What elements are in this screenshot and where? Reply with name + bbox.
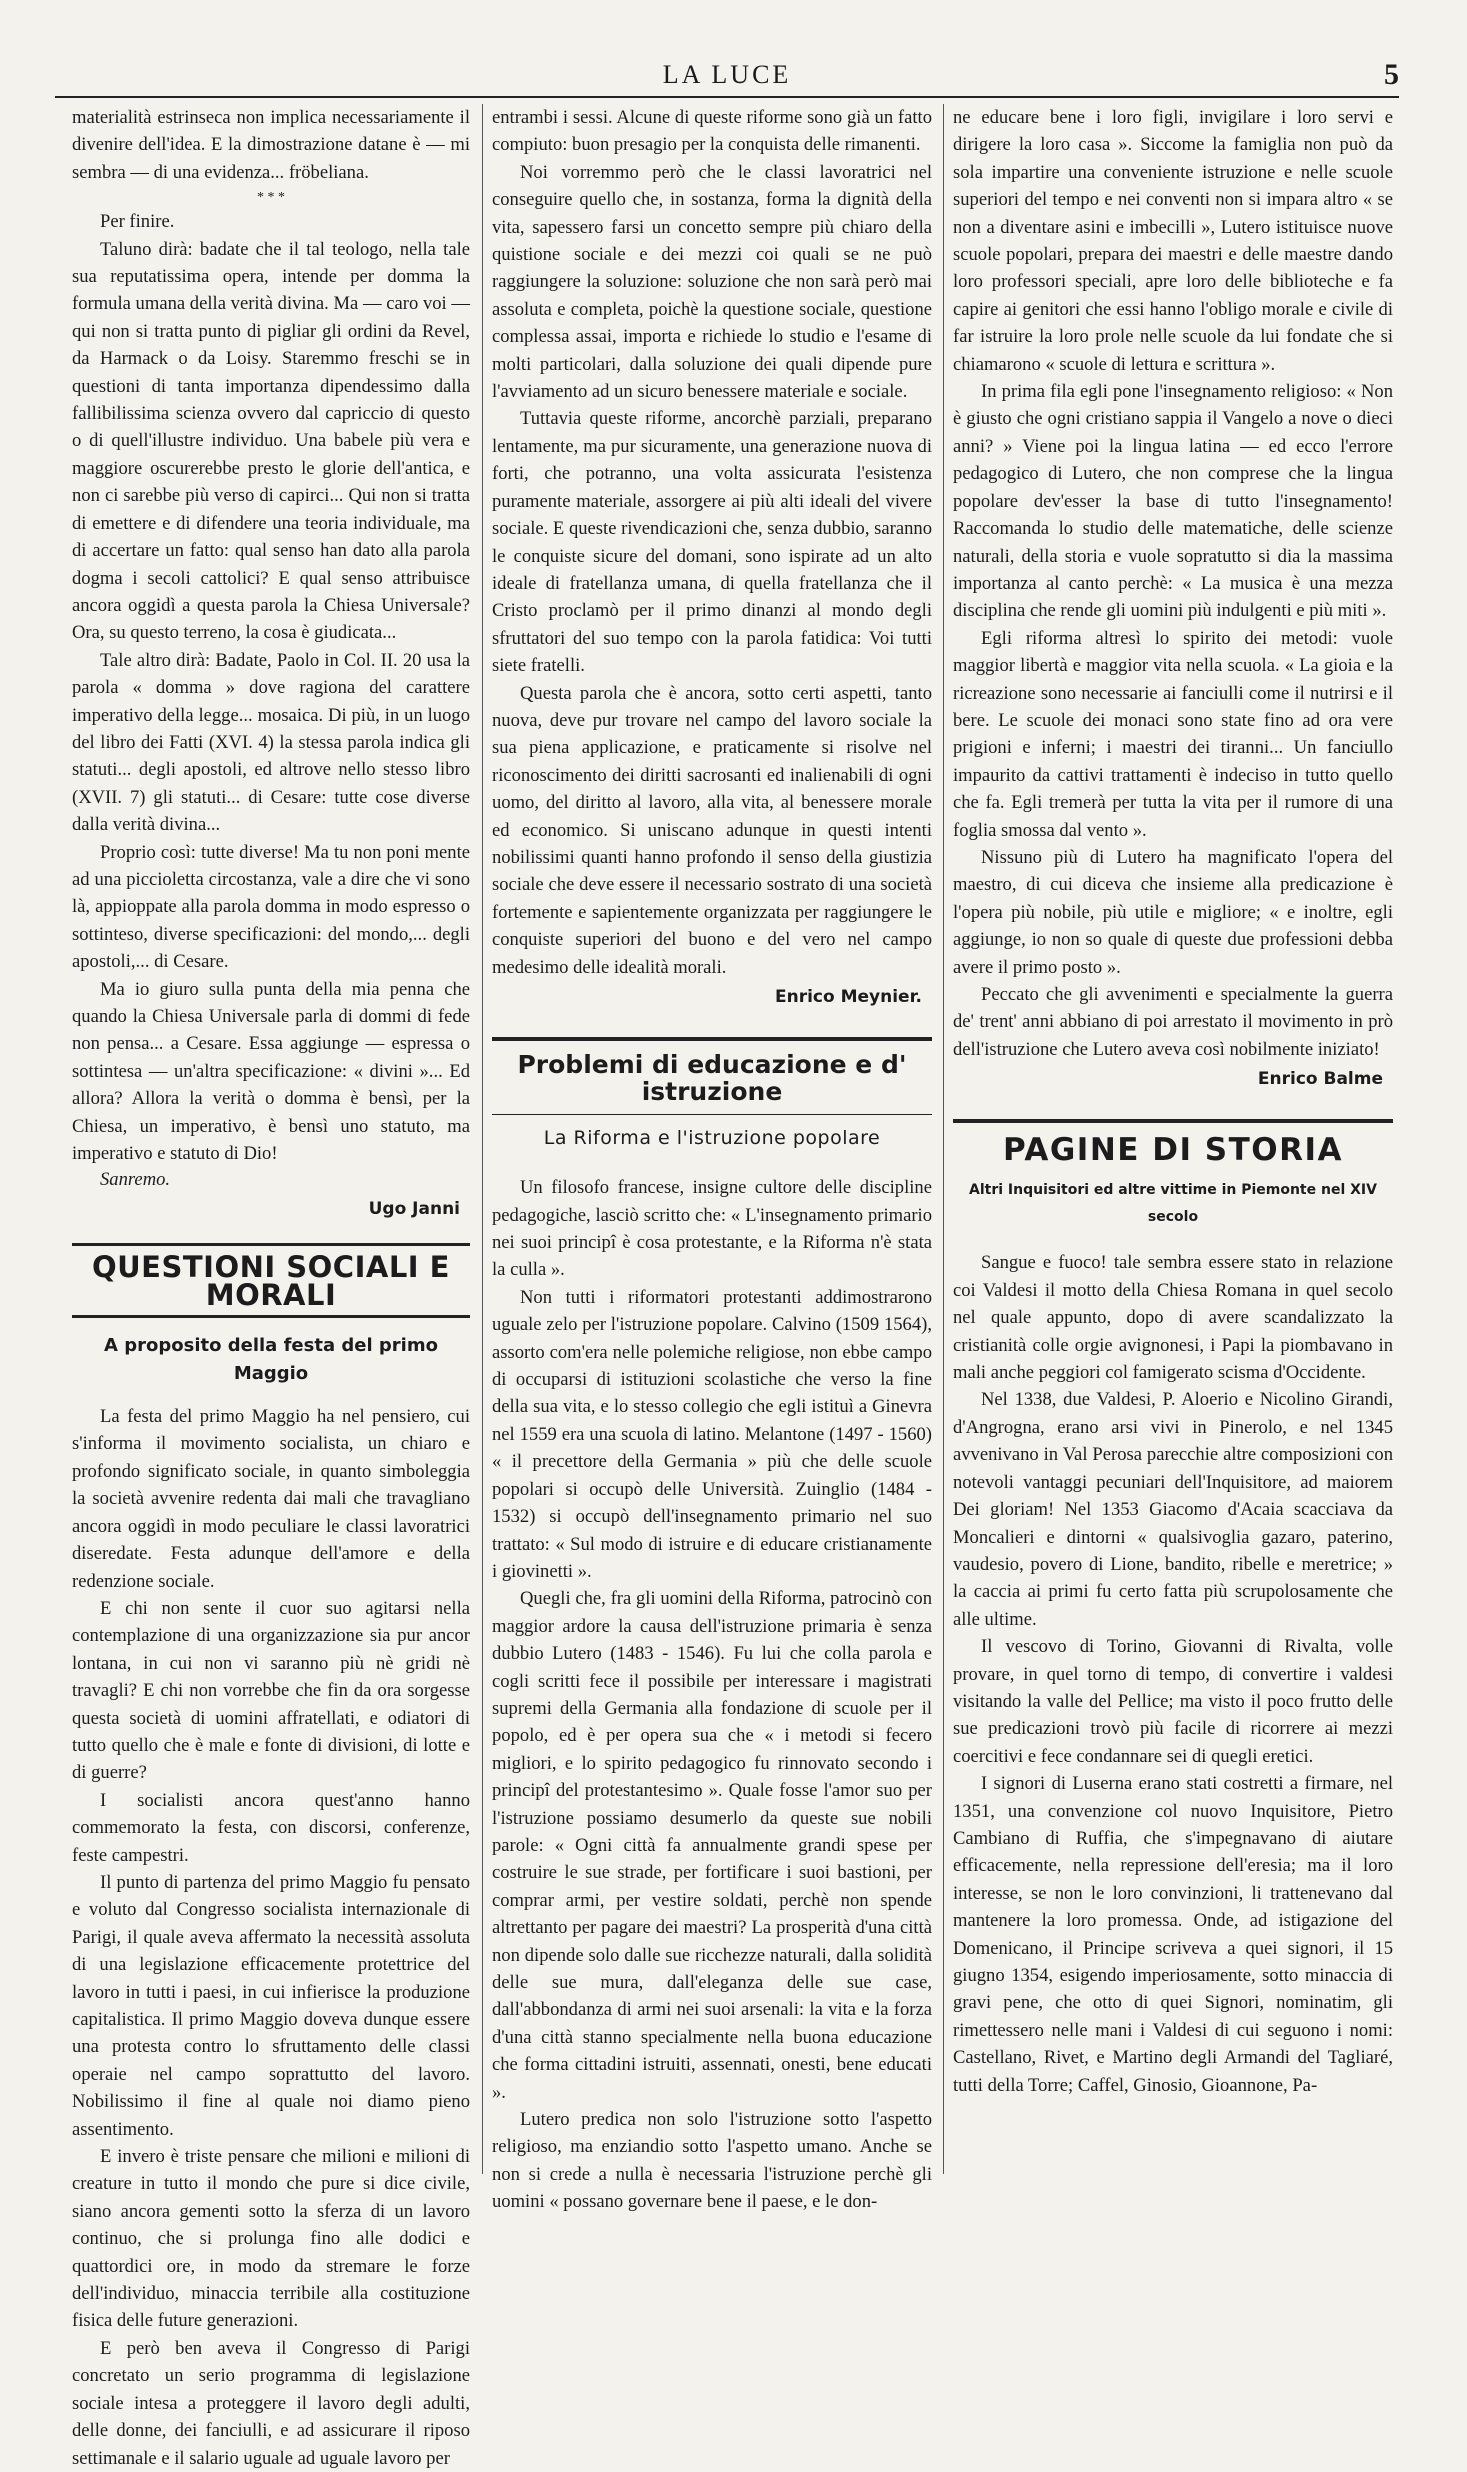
article-paragraph: Nel 1338, due Valdesi, P. Aloerio e Nicolino Girandi, d'Angrogna, erano arsi vivi in Pinerolo, e nel 1345 avvenivano in Val Perosa parecchie altre composizioni con notevoli vantaggi pecuniari dell'Inquisitore, ad maiorem Dei gloriam! Nel 1353 Giacomo d'Acaia scacciava da Moncalieri e dintorni « qualsivoglia gazaro, paterino, vaudesio, povero di Lione, bandito, ribelle e meretrice; » la caccia ai primi fu certo fatta più scrupolosamente che alle ultime.: [953, 1389, 1393, 1630]
column-2: [492, 104, 932, 2213]
article-paragraph: E però ben aveva il Congresso di Parigi concretato un serio programma di legislazione sociale intesa a proteggere il lavoro degli adulti, delle donne, dei fanciulli, e ad assicurare il riposo settimanale e il salario uguale ad uguale lavoro per: [72, 2337, 470, 2469]
author-signature: Ugo Janni: [368, 1199, 460, 1220]
article-paragraph: ne educare bene i loro figli, invigilare i loro servi e dirigere la loro casa ». Siccome la famiglia non può da sola impartire una conveniente istruzione e nelle scuole superiori del tempo e nei conventi non si impara altro « se non a diventare asini e imbecilli », Lutero istituisce nuove scuole popolari, prepara dei maestri e delle maestre dando loro professori speciali, apre loro delle biblioteche e fa capire ai genitori che essi hanno l'obligo morale e civile di far istruire la loro prole nelle scuole da lui fondate che si chiamarono « scuole di lettura e scrittura ».: [953, 107, 1393, 375]
article-paragraph: Nissuno più di Lutero ha magnificato l'opera del maestro, di cui diceva che insieme alla predicazione è l'opera più nobile, più utile e migliore; « e inoltre, egli aggiunge, io non so quale di queste due professioni debba avere il primo posto ».: [953, 846, 1393, 978]
article-paragraph: Ma io giuro sulla punta della mia penna che quando la Chiesa Universale parla di dommi di fede non pensa... a Cesare. Essa aggiunge — espressa o sottintesa — un'altra specificazione: « divini »... Ed allora? Allora la verità o domma è bensì, per la Chiesa, un imperativo, è bensì uno statuto, ma imperativo e statuto di Dio!: [72, 978, 470, 1165]
article-paragraph: La festa del primo Maggio ha nel pensiero, cui s'informa il movimento socialista, un chiaro e profondo significato sociale, in quanto simboleggia la società avvenire redenta dai mali che travagliano ancora oggidì in modo peculiare le classi lavoratrici diseredate. Festa adunque dell'amore e della redenzione sociale.: [72, 1406, 470, 1592]
article-paragraph: Peccato che gli avvenimenti e specialmente la guerra de' trent' anni abbiano di poi arrestato il movimento in prò dell'istruzione che Lutero aveva così nobilmente iniziato!: [953, 984, 1393, 1060]
article-paragraph: Quegli che, fra gli uomini della Riforma, patrocinò con maggior ardore la causa dell'istruzione primaria è senza dubbio Lutero (1483 - 1546). Fu lui che colla parola e cogli scritti fece il possibile per interessare i magistrati supremi della Germania alla fondazione di scuole per il popolo, ed è per opera sua che « i metodi si fecero migliori, e lo spirito pedagogico fu rinnovato secondo i principî del protestantesimo ». Quale fosse l'amor suo per l'istruzione possiamo desumerlo da queste sue nobili parole: « Ogni città fa annualmente grandi spese per costruire le sue strade, per fortificare i suoi bastioni, per comprar armi, per vestire soldati, perchè non spende altrettanto per pagare dei maestri? La prosperità d'una città non dipende solo dalle sue ricchezze naturali, dalla solidità delle sue mura, dall'eleganza delle sue case, dall'abbondanza di armi nei suoi arsenali: la vita e la forza d'una città stanno specialmente nella buona educazione che forma cittadini istruiti, assennati, onesti, bene educati ».: [492, 1588, 932, 2103]
article-paragraph: Non tutti i riformatori protestanti addimostrarono uguale zelo per l'istruzione popolare. Calvino (1509 1564), assorto com'era nelle polemiche religiose, non ebbe campo di occuparsi di istituzioni scolastiche che verso la fine della sua vita, e lo stesso collegio che egli istituì a Ginevra nel 1559 era una scuola di latino. Melantone (1497 - 1560) « il precettore della Germania » più che delle scuole popolari si occupò delle Università. Zuinglio (1484 - 1532) si occupò dell'insegnamento primario nel suo trattato: « Sul modo di istruire e di educare cristianamente i giovinetti ».: [492, 1286, 932, 1582]
column-1: [72, 104, 470, 2469]
page-number: 5: [1384, 58, 1399, 91]
article-paragraph: Lutero predica non solo l'istruzione sotto l'aspetto religioso, ma enziandio sotto l'aspetto umano. Anche se non si crede a nulla è necessaria l'istruzione perchè gli uomini « possano governare bene il paese, e le don-: [492, 2109, 932, 2213]
article-paragraph: Il punto di partenza del primo Maggio fu pensato e voluto dal Congresso socialista internazionale di Parigi, il quale aveva affermato la necessità assoluta di una legislazione efficacemente protettrice del lavoro in tutti i paesi, in cui infierisce la produzione capitalistica. Il primo Maggio doveva dunque essere una protesta contro lo sfruttamento delle classi operaie nel campo soprattutto del lavoro. Nobilissimo il fine al quale noi diamo pieno assentimento.: [72, 1871, 470, 2140]
column-divider: [943, 104, 944, 2174]
article-title: La Riforma e l'istruzione popolare: [543, 1126, 881, 1149]
asterism-divider: * * *: [257, 190, 285, 206]
article-paragraph: Proprio così: tutte diverse! Ma tu non poni mente ad una piccioletta circostanza, vale a dire che vi sono là, appioppate alla parola domma in modo espresso o sottinteso, diverse specificazioni: del mondo,... degli apostoli,... di Cesare.: [72, 841, 470, 973]
article-paragraph: materialità estrinseca non implica necessariamente il divenire dell'idea. E la dimostrazione datane è — mi sembra — di una evidenza... fröbeliana.: [72, 107, 470, 183]
author-signature: Enrico Meynier.: [774, 987, 922, 1007]
article-paragraph: Noi vorremmo però che le classi lavoratrici nel conseguire quello che, in sostanza, forma la dignità della vita, sapessero farsi un concetto sempre più chiaro della quistione sociale e dei mezzi coi quali se ne può raggiungere la soluzione: soluzione che non sarà però mai assoluta e completa, poichè la questione sociale, questione complessa assai, importa e richiede lo studio e l'esame di molti particolari, dalla soluzione dei quali dipende pure l'avviamento ad un sicuro benessere materiale e sociale.: [492, 161, 932, 403]
article-paragraph: Per finire.: [100, 211, 175, 233]
article-paragraph: Egli riforma altresì lo spirito dei metodi: vuole maggior libertà e maggior vita nella scuola. « La gioia e la ricreazione sono necessarie ai fanciulli come il nutrirsi e il bere. Le scuole dei monaci sono state fino ad ora vere prigioni e inferni; i maestri dei tiranni... Un fanciullo impaurito da cattivi trattamenti è indeciso in tutto quello che fa. Egli tremerà per tutta la vita per il rumore di una foglia smossa dal vento ».: [953, 627, 1393, 841]
section-title: PAGINE DI STORIA: [953, 1119, 1393, 1166]
section-title: Problemi di educazione e d' istruzione: [492, 1037, 932, 1115]
article-paragraph: I socialisti ancora quest'anno hanno commemorato la festa, con discorsi, conferenze, feste campestri.: [72, 1789, 470, 1866]
column-3: [953, 104, 1393, 2174]
article-paragraph: Il vescovo di Torino, Giovanni di Rivalta, volle provare, in quel torno di tempo, di convertire i valdesi visitando la valle del Pellice; ma visto il poco frutto delle sue predicazioni trovò più facile di ricorrere ai mezzi coercitivi e fece condannare sei di quegli eretici.: [953, 1636, 1393, 1767]
article-title: Altri Inquisitori ed altre vittime in Piemonte nel XIV secolo: [969, 1181, 1377, 1226]
article-paragraph: E chi non sente il cuor suo agitarsi nella contemplazione di una organizzazione sia pur ancor lontana, in cui non vi saranno più nè gridi nè travagli? E chi non vorrebbe che fin da ora sorgesse questa società di uomini affratellati, e odiatori di tutto quello che è male e fonte di divisioni, di lotte e di guerre?: [72, 1597, 470, 1784]
section-title: QUESTIONI SOCIALI E MORALI: [72, 1243, 470, 1318]
article-paragraph: In prima fila egli pone l'insegnamento religioso: « Non è giusto che ogni cristiano sappia il Vangelo a nove o dieci anni? » Viene poi la lingua latina — ed ecco l'errore pedagogico di Lutero, che non comprese che la lingua popolare dev'esser la base di tutto l'insegnamento! Raccomanda lo studio delle matematiche, delle scienze naturali, della storia e vuole sopratutto si dia la massima importanza al canto perchè: « La musica è una mezza disciplina che rende gli uomini più indulgenti e più miti ».: [953, 381, 1393, 622]
article-paragraph: Taluno dirà: badate che il tal teologo, nella tale sua reputatissima opera, intende per domma la formula umana della verità divina. Ma — caro voi — qui non si tratta punto di pigliar gli ordini da Revel, da Harmack o da Loisy. Staremmo freschi se in questioni di tanta importanza dipendessimo dalla fallibilissima scienza ovvero dal capriccio di questo o di quell'illustre individuo. Una babele più vera e maggiore oscurerebbe presto le glorie dell'antica, e non ci sarebbe più verso di capirci... Qui non si tratta di emettere e di difendere una teoria individuale, ma di accertare un fatto: qual senso han dato alla parola dogma i secoli cattolici? E qual senso attribuisce ancora oggidì a questa parola la Chiesa Universale? Ora, su questo terreno, la cosa è giudicata...: [72, 238, 470, 644]
article-paragraph: Tale altro dirà: Badate, Paolo in Col. II. 20 usa la parola « domma » dove ragiona del carattere imperativo della legge... mosaica. Di più, in un luogo del libro dei Fatti (XVI. 4) la stessa parola indica gli statuti... degli apostoli, ed altrove nello stesso libro (XVII. 7) gli statuti... di Cesare: tutte cose diverse dalla verità divina...: [72, 649, 470, 836]
article-paragraph: entrambi i sessi. Alcune di queste riforme sono già un fatto compiuto: buon presagio per la conquista delle rimanenti.: [492, 107, 932, 156]
article-paragraph: E invero è triste pensare che milioni e milioni di creature in tutto il mondo che pure si dice civile, siano ancora gementi sotto la sferza di un lavoro continuo, che si prolunga fino alle dodici e quattordici ore, in modo da stremare le forze dell'individuo, minaccia terribile alla costituzione fisica delle future generazioni.: [72, 2146, 470, 2332]
article-paragraph: Sangue e fuoco! tale sembra essere stato in relazione coi Valdesi il motto della Chiesa Romana in quel secolo nel quale appunto, dopo di avere scandalizzato la cristianità colle orgie avignonesi, i Papi la piombavano in mali anche peggiori col famigerato scisma d'Occidente.: [953, 1252, 1393, 1384]
article-paragraph: Tuttavia queste riforme, ancorchè parziali, preparano lentamente, ma pur sicuramente, una generazione nuova di forti, che potranno, una volta assicurata l'esistenza puramente materiale, assorgere ai più alti ideali del vivere sociale. E queste rivendicazioni che, senza dubbio, saranno le conquiste sicure del domani, sono ispirate ad un alto ideale di fratellanza umana, di quella fratellanza che il Cristo proclamò per il primo dinanzi al mondo degli sfruttatori del suo tempo con la parola fatidica: Voi tutti siete fratelli.: [492, 408, 932, 677]
author-signature: Enrico Balme: [1257, 1069, 1383, 1090]
article-paragraph: Questa parola che è ancora, sotto certi aspetti, tanto nuova, deve pur trovare nel campo del lavoro sociale la sua piena applicazione, e praticamente si risolve nel riconoscimento dei diritti sacrosanti ed inalienabili di ogni uomo, del diritto al lavoro, alla vita, al benessere morale ed economico. Si uniscano adunque in questi intenti nobilissimi quanti hanno profondo il senso della giustizia sociale che deve essere il necessario sostrato di una società fortemente e sapientemente organizzata per raggiungere le conquiste superiori del buono e del vero nel campo medesimo delle idealità morali.: [492, 682, 932, 978]
article-title: A proposito della festa del primo Maggio: [104, 1335, 438, 1384]
masthead-title: LA LUCE: [662, 60, 792, 89]
article-paragraph: I signori di Luserna erano stati costretti a firmare, nel 1351, una convenzione col nuovo Inquisitore, Pietro Cambiano di Ruffia, che s'impegnavano di aiutare efficacemente, nella repressione dell'eresia; ma il loro interesse, se non le loro convinzioni, li trattenevano dal mantenere la loro promessa. Onde, ad istigazione del Domenicano, il Principe scriveva a quei signori, il 15 giugno 1354, esigendo imperiosamente, sotto minaccia di gravi pene, che otto di quei Signori, nominatim, gli rimettessero nelle mani i Valdesi di cui seguono i nomi: Castellano, Rivet, e Martino degli Armandi del Tagliaré, tutti della Torre; Caffel, Ginosio, Gioannone, Pa-: [953, 1773, 1393, 2096]
article-paragraph: Un filosofo francese, insigne cultore delle discipline pedagogiche, lasciò scritto che: « L'insegnamento primario nei suoi principî è cosa protestante, e la Riforma n'è stata la culla ».: [492, 1177, 932, 1281]
dateline-place: Sanremo.: [100, 1169, 171, 1191]
column-divider: [482, 104, 483, 2174]
page-header: [55, 52, 1399, 98]
